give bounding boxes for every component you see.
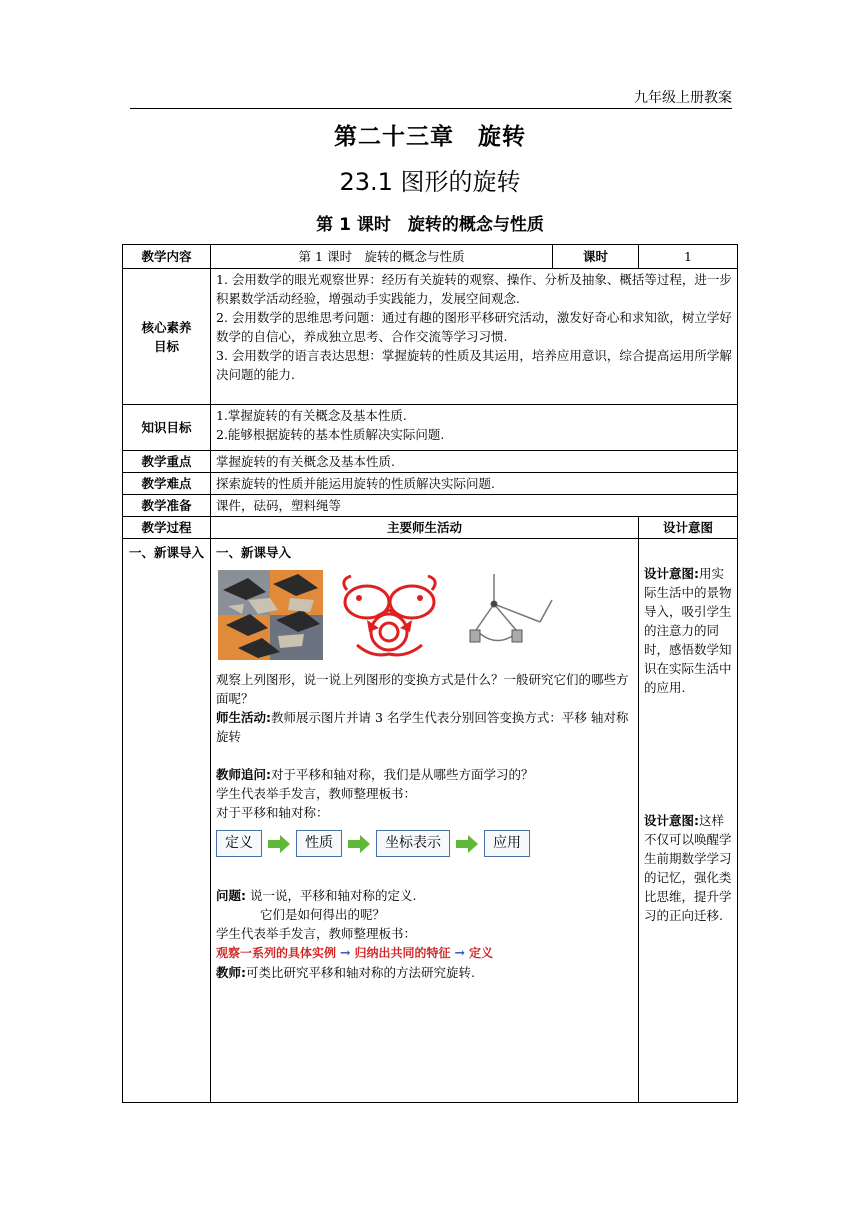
for-text: 对于平移和轴对称： [216,805,329,820]
knowledge-item: 1.掌握旋转的有关概念及基本性质. [216,408,407,423]
content-value: 第 1 课时 旋转的概念与性质 [211,245,553,269]
flow-box: 性质 [296,830,342,857]
knowledge-goals [211,405,738,451]
teacher-note: 教师:可类比研究平移和轴对称的方法研究旋转. [216,965,475,980]
ts-activity: 师生活动:教师展示图片并请 3 名学生代表分别回答变换方式：平移 轴对称 旋转 [216,710,629,744]
knowledge-item: 2.能够根据旋转的基本性质解决实际问题. [216,427,445,442]
hours-label: 课时 [553,245,639,269]
core-item: 3. 会用数学的语言表达思想：掌握旋转的性质及其运用，培养应用意识，综合提高运用所学解决问题的能力. [216,348,732,382]
pendulum-scale-image [456,570,561,660]
activity-cell [211,539,639,1103]
students-text: 学生代表举手发言，教师整理板书： [216,786,417,801]
flow-box: 应用 [484,830,530,857]
key-value: 掌握旋转的有关概念及基本性质. [211,451,738,473]
prep-label: 教学准备 [123,495,211,517]
question: 问题: 说一说，平移和轴对称的定义. [216,888,417,903]
chapter-title: 第二十三章 旋转 [334,124,526,150]
bird-tessellation-image [218,570,323,660]
study-flow [216,830,633,857]
intent-label: 设计意图 [639,517,738,539]
core-goals [211,269,738,405]
flow-box: 坐标表示 [376,830,450,857]
students-text-2: 学生代表举手发言，教师整理板书： [216,926,417,941]
core-item: 1. 会用数学的眼光观察世界：经历有关旋转的观察、操作、分析及抽象、概括等过程，进一步积累数学活动经验，增强动手实践能力，发展空间观念. [216,272,732,306]
content-label: 教学内容 [123,245,211,269]
key-label: 教学重点 [123,451,211,473]
knowledge-label: 知识目标 [123,405,211,451]
intent-cell [639,539,738,1103]
lesson-title: 第 1 课时 旋转的概念与性质 [316,215,544,235]
page-header: 九年级上册教案 [130,88,732,109]
induction-flow: 观察一系列的具体实例 → 归纳出共同的特征 → 定义 [216,945,493,960]
hours-value: 1 [639,245,738,269]
papercut-fish-image [337,570,442,660]
core-item: 2. 会用数学的思维思考问题：通过有趣的图形平移研究活动，激发好奇心和求知欲，树立学好数学的自信心，养成独立思考、合作交流等学习习惯. [216,310,732,344]
observe-text: 观察上列图形，说一说上列图形的变换方式是什么？一般研究它们的哪些方面呢？ [216,672,629,706]
intro-images [218,570,633,660]
green-arrow-icon [456,835,478,853]
activity-heading: 一、新课导入 [216,545,292,560]
green-arrow-icon [348,835,370,853]
core-label: 核心素养 目标 [123,269,211,405]
difficulty-label: 教学难点 [123,473,211,495]
stage-label: 一、新课导入 [123,539,211,1103]
lesson-plan-table [122,244,738,1103]
followup: 教师追问:对于平移和轴对称，我们是从哪些方面学习的？ [216,767,534,782]
intent-1: 设计意图:用实际生活中的景物导入，吸引学生的注意力的同时，感悟数学知识在实际生活中的应用. [644,566,732,695]
flow-box: 定义 [216,830,262,857]
green-arrow-icon [268,835,290,853]
section-title: 23.1 图形的旋转 [339,168,521,196]
process-label: 教学过程 [123,517,211,539]
difficulty-value: 探索旋转的性质并能运用旋转的性质解决实际问题. [211,473,738,495]
question-line-2: 它们是如何得出的呢？ [260,907,386,922]
prep-value: 课件，砝码，塑料绳等 [211,495,738,517]
intent-2: 设计意图:这样不仅可以唤醒学生前期数学学习的记忆，强化类比思维，提升学习的正向迁移. [644,813,732,923]
activity-label: 主要师生活动 [211,517,639,539]
